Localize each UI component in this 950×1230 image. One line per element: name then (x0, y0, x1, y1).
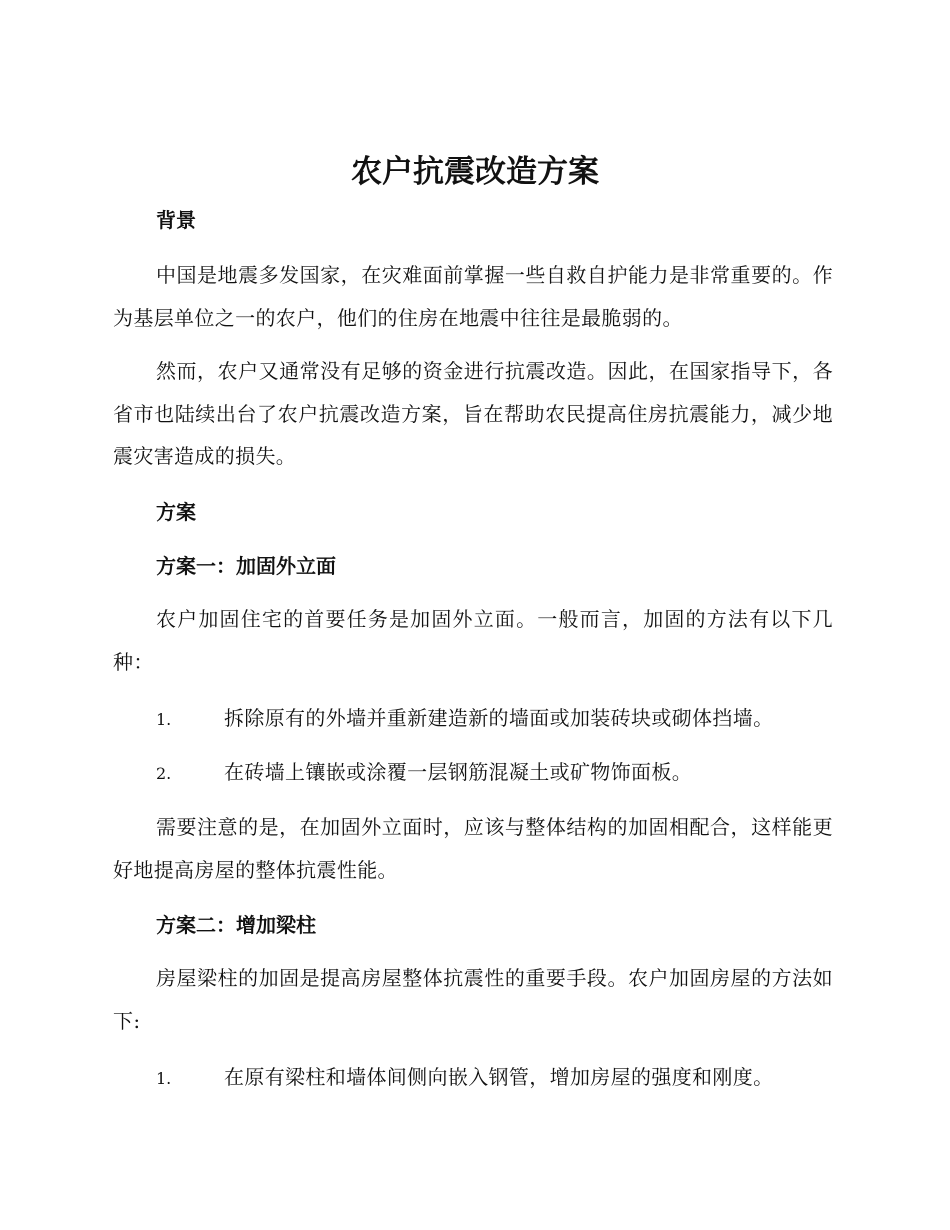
list-number: 2. (156, 764, 172, 783)
list-text: 在砖墙上镶嵌或涂覆一层钢筋混凝土或矿物饰面板。 (224, 760, 693, 784)
list-text: 在原有梁柱和墙体间侧向嵌入钢管，增加房屋的强度和刚度。 (224, 1065, 774, 1089)
paragraph-background-1: 中国是地震多发国家，在灾难面前掌握一些自救自护能力是非常重要的。作为基层单位之一的农户，他们的住房在地震中往往是最脆弱的。 (113, 263, 833, 330)
section-heading-plan: 方案 (156, 500, 196, 524)
paragraph-plan-1-intro: 农户加固住宅的首要任务是加固外立面。一般而言，加固的方法有以下几种： (113, 607, 833, 674)
section-heading-plan-2: 方案二：增加梁柱 (156, 913, 316, 937)
paragraph-background-2: 然而，农户又通常没有足够的资金进行抗震改造。因此，在国家指导下，各省市也陆续出台了农户抗震改造方案，旨在帮助农民提高住房抗震能力，减少地震灾害造成的损失。 (113, 359, 833, 468)
document-title: 农户抗震改造方案 (351, 154, 599, 190)
list-item (156, 1062, 836, 1094)
list-text: 拆除原有的外墙并重新建造新的墙面或加装砖块或砌体挡墙。 (224, 706, 774, 730)
list-number: 1. (156, 710, 172, 729)
paragraph-plan-1-note: 需要注意的是，在加固外立面时，应该与整体结构的加固相配合，这样能更好地提高房屋的整体抗震性能。 (113, 815, 833, 882)
list-number: 1. (156, 1069, 172, 1088)
paragraph-plan-2-intro: 房屋梁柱的加固是提高房屋整体抗震性的重要手段。农户加固房屋的方法如下: (113, 966, 833, 1033)
list-item (156, 757, 836, 789)
section-heading-plan-1: 方案一：加固外立面 (156, 554, 336, 578)
section-heading-background: 背景 (156, 208, 196, 232)
list-item (156, 703, 836, 735)
